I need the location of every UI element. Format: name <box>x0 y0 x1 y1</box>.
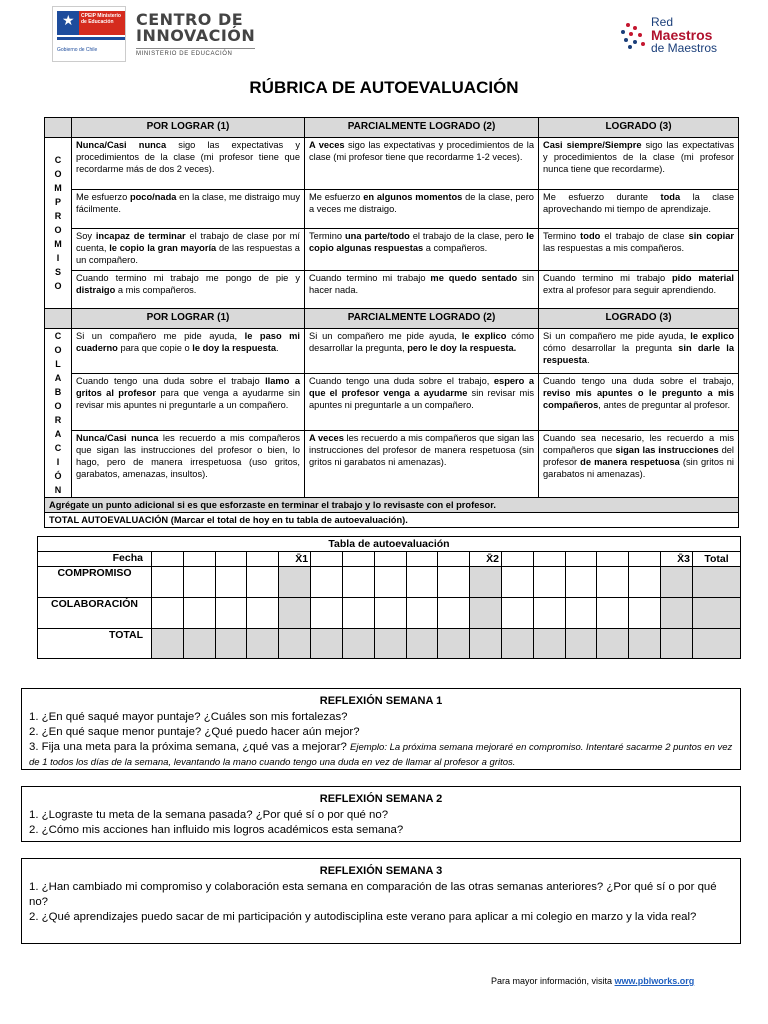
gobierno-chile-seal: ★ CPEIP Ministerio de Educación Gobierno de Chile <box>52 6 126 62</box>
score-cell[interactable] <box>629 598 661 629</box>
score-cell[interactable] <box>152 598 184 629</box>
score-cell[interactable] <box>470 629 502 659</box>
header-por-lograr: POR LOGRAR (1) <box>72 118 305 138</box>
star-icon: ★ <box>62 12 75 28</box>
footer: Para mayor información, visita www.pblworks.org <box>491 976 695 986</box>
reflexion1-q3: 3. Fija una meta para la próxima semana, ¿qué vas a mejorar? Ejemplo: La próxima semana mejoraré en compromiso. Intentaré sacarme 2 puntos en vez de 1 todos los días de la semana, levantando la mano cuando tengo una duda en vez de llamar al profesor a gritos. <box>29 741 733 768</box>
colaboracion-cell-3: Cuando sea necesario, les recuerdo a mis compañeros que sigan las instrucciones del profesor de manera respetuosa (sin gritos ni garabatos ni amenazas). <box>539 431 739 498</box>
score-cell[interactable] <box>629 629 661 659</box>
date-cell <box>374 552 406 567</box>
score-cell[interactable] <box>470 567 502 598</box>
score-cell[interactable] <box>406 629 438 659</box>
header-logrado: LOGRADO (3) <box>539 118 739 138</box>
average-col-header: X̄2 <box>470 552 502 567</box>
average-col-header: X̄1 <box>279 552 311 567</box>
reflexion1-title: REFLEXIÓN SEMANA 1 <box>319 695 443 707</box>
header-parcialmente: PARCIALMENTE LOGRADO (2) <box>305 118 539 138</box>
score-cell[interactable] <box>374 598 406 629</box>
header-logrado-2: LOGRADO (3) <box>539 309 739 329</box>
compromiso-cell-3: Casi siempre/Siempre sigo las expectativas y procedimientos de la clase (mi profesor nunca tiene que recordarme). <box>539 138 739 190</box>
reflexion1-example: Ejemplo: La próxima semana mejoraré en compromiso. Intentaré sacarme 2 puntos en vez de 1 todos los días de la semana, levantando la mano cuando tengo una duda en vez de llamar al profesor a gritos. <box>29 742 733 768</box>
colaboracion-cell-2: Si un compañero me pide ayuda, le explico cómo desarrollar la pregunta, pero le doy la respuesta. <box>305 329 539 374</box>
score-cell[interactable] <box>279 629 311 659</box>
row-colaboracion: COLABORACIÓN <box>38 598 152 629</box>
reflexion1-q1: 1. ¿En qué saqué mayor puntaje? ¿Cuáles son mis fortalezas? <box>29 711 348 723</box>
compromiso-row <box>45 229 739 271</box>
score-cell[interactable] <box>215 629 247 659</box>
self-eval-table <box>37 536 741 659</box>
self-table-title: Tabla de autoevaluación <box>38 537 741 552</box>
compromiso-cell-2: A veces sigo las expectativas y procedimientos de la clase (mi profesor tiene que recordarme 1-2 veces). <box>305 138 539 190</box>
score-cell[interactable] <box>152 629 184 659</box>
compromiso-cell-1: Me esfuerzo poco/nada en la clase, me distraigo muy fácilmente. <box>72 190 305 229</box>
reflexion-semana-1 <box>21 688 741 770</box>
date-cell <box>152 552 184 567</box>
reflexion3-q2: 2. ¿Qué aprendizajes puedo sacar de mi participación y autodisciplina este verano para aplicar a mi colegio en marzo y la vida real? <box>29 911 697 923</box>
dots-icon <box>618 21 648 51</box>
score-cell[interactable] <box>597 629 629 659</box>
colaboracion-cell-1: Cuando tengo una duda sobre el trabajo llamo a gritos al profesor para que venga a ayudarme sin revisar mis apuntes ni preguntarle a un compañero. <box>72 374 305 431</box>
score-cell[interactable] <box>693 598 741 629</box>
score-cell[interactable] <box>374 567 406 598</box>
date-cell <box>533 552 565 567</box>
score-cell[interactable] <box>247 629 279 659</box>
colaboracion-row <box>45 374 739 431</box>
header-parcialmente-2: PARCIALMENTE LOGRADO (2) <box>305 309 539 329</box>
compromiso-row <box>45 271 739 309</box>
score-cell[interactable] <box>565 598 597 629</box>
date-cell <box>438 552 470 567</box>
reflexion3-q1: 1. ¿Han cambiado mi compromiso y colaboración esta semana en comparación de las otras semanas anteriores? ¿Por qué sí o por qué no? <box>29 881 717 908</box>
colaboracion-cell-1: Si un compañero me pide ayuda, le paso mi cuaderno para que copie o le doy la respuesta. <box>72 329 305 374</box>
score-cell[interactable] <box>342 598 374 629</box>
score-cell[interactable] <box>597 598 629 629</box>
compromiso-cell-1: Soy incapaz de terminar el trabajo de clase por mí cuenta, le copio la gran mayoría de las respuestas a un compañero. <box>72 229 305 271</box>
score-cell[interactable] <box>183 598 215 629</box>
compromiso-cell-3: Me esfuerzo durante toda la clase aprovechando mi tiempo de aprendizaje. <box>539 190 739 229</box>
colaboracion-cell-1: Nunca/Casi nunca les recuerdo a mis compañeros que sigan las instrucciones del profesor o bien, lo hago, pero de manera irrespetuosa (uso gritos, garabatos, amenazas, insultos). <box>72 431 305 498</box>
score-cell[interactable] <box>374 629 406 659</box>
red-maestros-logo: Red Maestros de Maestros <box>618 16 717 55</box>
score-cell[interactable] <box>279 598 311 629</box>
score-cell[interactable] <box>501 598 533 629</box>
score-cell[interactable] <box>501 629 533 659</box>
compromiso-row <box>45 138 739 190</box>
score-cell[interactable] <box>661 567 693 598</box>
score-cell[interactable] <box>693 629 741 659</box>
pblworks-link[interactable]: www.pblworks.org <box>614 976 695 986</box>
score-cell[interactable] <box>183 567 215 598</box>
rubric-table <box>44 117 739 528</box>
colaboracion-row <box>45 329 739 374</box>
score-cell[interactable] <box>342 567 374 598</box>
score-cell[interactable] <box>215 598 247 629</box>
score-cell[interactable] <box>247 598 279 629</box>
fecha-label: Fecha <box>38 552 152 567</box>
compromiso-cell-2: Termino una parte/todo el trabajo de la clase, pero le copio algunas respuestas a compañeros. <box>305 229 539 271</box>
reflexion2-q2: 2. ¿Cómo mis acciones han influido mis logros académicos esta semana? <box>29 824 404 836</box>
score-cell[interactable] <box>438 629 470 659</box>
date-cell <box>247 552 279 567</box>
score-cell[interactable] <box>693 567 741 598</box>
score-cell[interactable] <box>629 567 661 598</box>
date-cell <box>215 552 247 567</box>
score-cell[interactable] <box>438 567 470 598</box>
score-cell[interactable] <box>215 567 247 598</box>
date-cell <box>311 552 343 567</box>
reflexion1-q2: 2. ¿En qué saque menor puntaje? ¿Qué puedo hacer aún mejor? <box>29 726 360 738</box>
score-cell[interactable] <box>533 598 565 629</box>
centro-line2: INNOVACIÓN <box>136 26 256 45</box>
colaboracion-row <box>45 431 739 498</box>
score-cell[interactable] <box>565 629 597 659</box>
compromiso-row <box>45 190 739 229</box>
compromiso-cell-3: Cuando termino mi trabajo pido material extra al profesor para seguir aprendiendo. <box>539 271 739 309</box>
score-cell[interactable] <box>661 629 693 659</box>
average-col-header: X̄3 <box>661 552 693 567</box>
colaboracion-cell-2: A veces les recuerdo a mis compañeros que sigan las instrucciones del profesor de manera respetuosa (sin gritos ni garabatos ni amenazas). <box>305 431 539 498</box>
colaboracion-cell-2: Cuando tengo una duda sobre el trabajo, espero a que el profesor venga a ayudarme sin revisar mis apuntes ni preguntarle a un compañero. <box>305 374 539 431</box>
centro-innovacion-logo <box>52 6 255 66</box>
score-cell[interactable] <box>152 567 184 598</box>
colaboracion-cell-3: Cuando tengo una duda sobre el trabajo, reviso mis apuntes o le pregunto a mis compañeros, antes de preguntar al profesor. <box>539 374 739 431</box>
note-extra: Agrégate un punto adicional si es que esforzaste en terminar el trabajo y lo revisaste con el profesor. <box>45 498 739 513</box>
note-total: TOTAL AUTOEVALUACIÓN (Marcar el total de hoy en tu tabla de autoevaluación). <box>45 513 739 528</box>
total-col-header: Total <box>693 552 741 567</box>
row-total: TOTAL <box>38 629 152 659</box>
centro-sub: MINISTERIO DE EDUCACIÓN <box>136 48 255 57</box>
colaboracion-cell-3: Si un compañero me pide ayuda, le explico cómo desarrollar la pregunta sin darle la respuesta. <box>539 329 739 374</box>
date-cell <box>342 552 374 567</box>
score-cell[interactable] <box>406 598 438 629</box>
page-title: RÚBRICA DE AUTOEVALUACIÓN <box>249 78 519 97</box>
date-cell <box>406 552 438 567</box>
compromiso-cell-2: Me esfuerzo en algunos momentos de la clase, pero a veces me distraigo. <box>305 190 539 229</box>
colaboracion-side-label: C O L A B O R A C I Ó N <box>45 329 72 498</box>
score-cell[interactable] <box>247 567 279 598</box>
score-cell[interactable] <box>438 598 470 629</box>
reflexion-semana-2 <box>21 786 741 842</box>
header-por-lograr-2: POR LOGRAR (1) <box>72 309 305 329</box>
reflexion-semana-3 <box>21 858 741 944</box>
date-cell <box>565 552 597 567</box>
score-cell[interactable] <box>565 567 597 598</box>
row-compromiso: COMPROMISO <box>38 567 152 598</box>
score-cell[interactable] <box>597 567 629 598</box>
score-cell[interactable] <box>311 567 343 598</box>
score-cell[interactable] <box>279 567 311 598</box>
compromiso-cell-2: Cuando termino mi trabajo me quedo sentado sin hacer nada. <box>305 271 539 309</box>
score-cell[interactable] <box>183 629 215 659</box>
date-cell <box>597 552 629 567</box>
compromiso-cell-1: Cuando termino mi trabajo me pongo de pie y distraigo a mis compañeros. <box>72 271 305 309</box>
score-cell[interactable] <box>661 598 693 629</box>
date-cell <box>629 552 661 567</box>
score-cell[interactable] <box>406 567 438 598</box>
reflexion2-q1: 1. ¿Lograste tu meta de la semana pasada? ¿Por qué sí o por qué no? <box>29 809 389 821</box>
reflexion2-title: REFLEXIÓN SEMANA 2 <box>319 793 443 805</box>
compromiso-cell-3: Termino todo el trabajo de clase sin copiar las respuestas a mis compañeros. <box>539 229 739 271</box>
compromiso-side-label: C O M P R O M I S O <box>45 138 72 309</box>
date-cell <box>501 552 533 567</box>
date-cell <box>183 552 215 567</box>
reflexion3-title: REFLEXIÓN SEMANA 3 <box>319 865 443 877</box>
score-cell[interactable] <box>533 629 565 659</box>
score-cell[interactable] <box>311 629 343 659</box>
score-cell[interactable] <box>533 567 565 598</box>
centro-line1: CENTRO DE <box>136 10 244 29</box>
score-cell[interactable] <box>501 567 533 598</box>
score-cell[interactable] <box>342 629 374 659</box>
score-cell[interactable] <box>470 598 502 629</box>
compromiso-cell-1: Nunca/Casi nunca sigo las expectativas y procedimientos de la clase (mi profesor tiene que recordarme más de dos 2 veces). <box>72 138 305 190</box>
score-cell[interactable] <box>311 598 343 629</box>
